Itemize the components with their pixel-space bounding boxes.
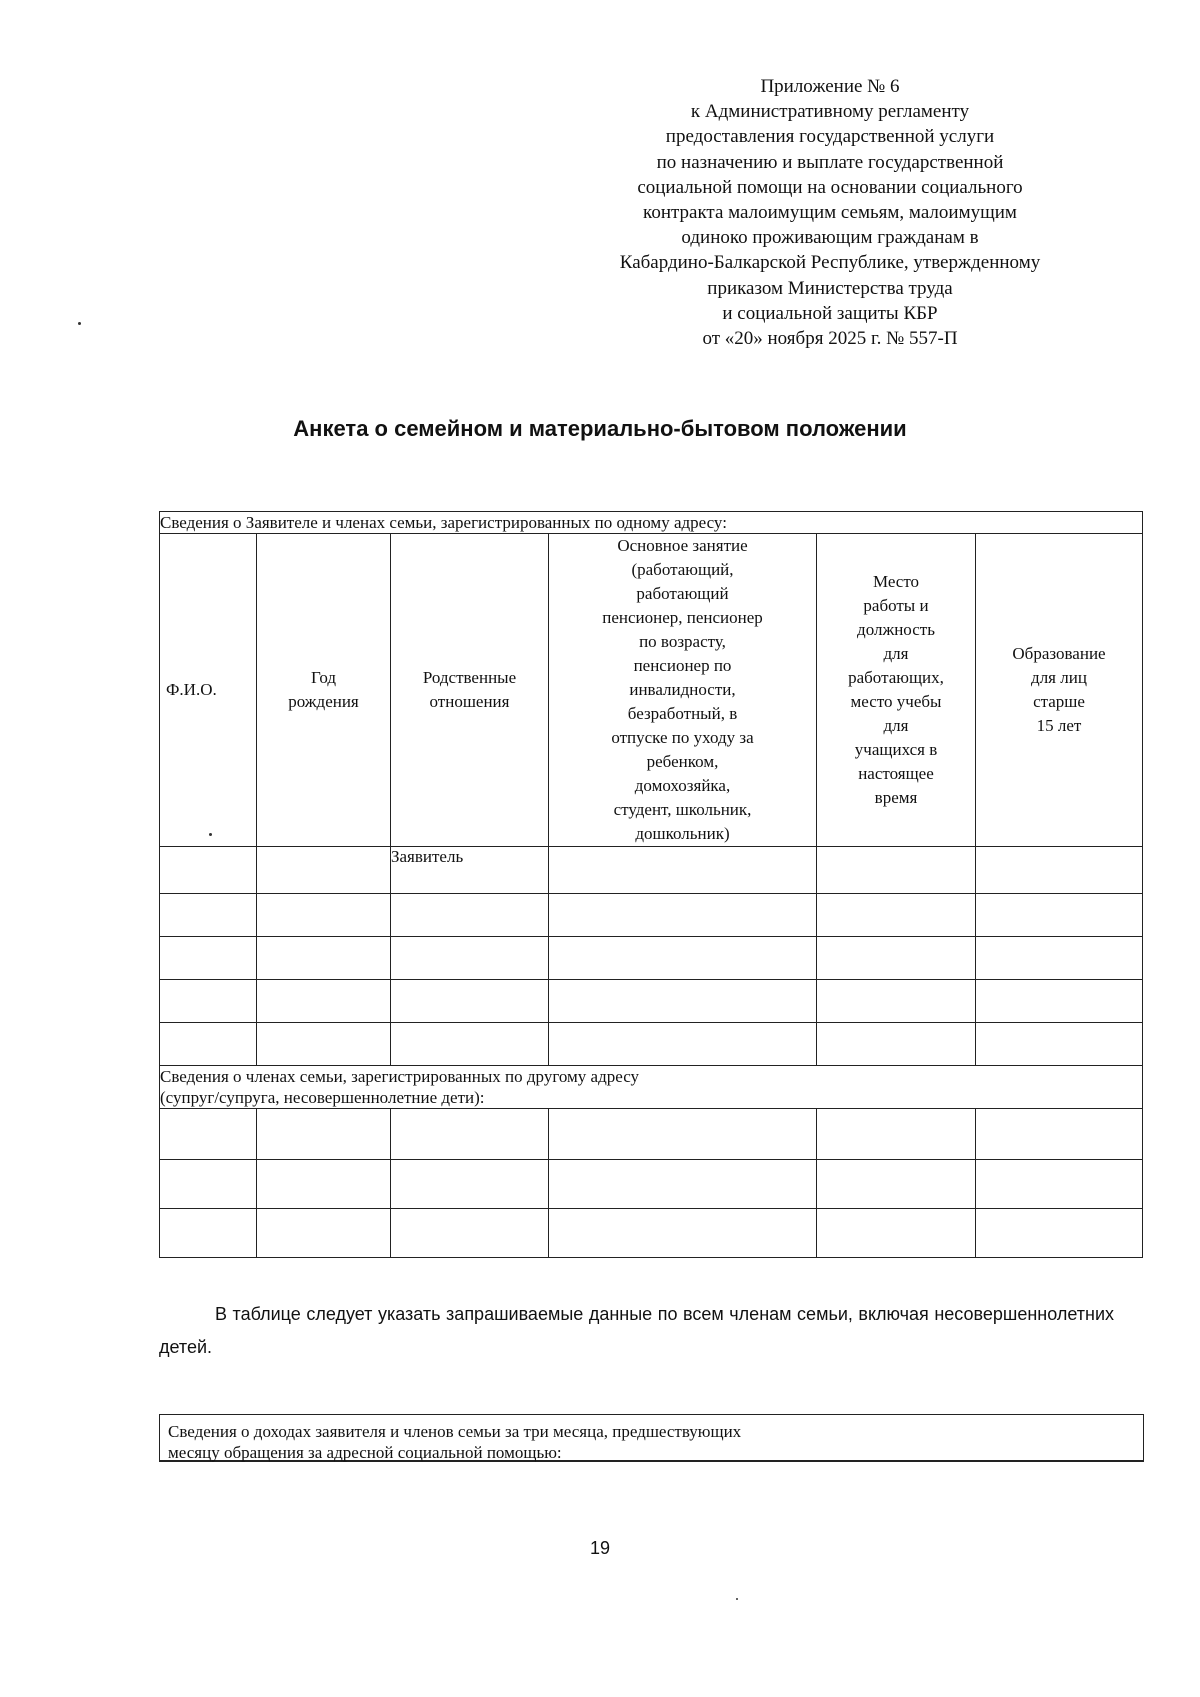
approval-line: предоставления государственной услуги [665,126,995,148]
applicant-label: Заявитель [391,847,549,894]
table-row [160,1160,1143,1209]
approval-line: от «20» ноября 2025 г. № 557-П [702,328,958,350]
header-line: инвалидности, [629,680,736,699]
table-cell[interactable] [391,1209,549,1258]
table-cell[interactable] [817,1109,976,1160]
table-cell[interactable] [160,1023,257,1066]
table-cell[interactable] [391,894,549,937]
table-cell[interactable] [817,1023,976,1066]
section-line: (супруг/супруга, несовершеннолетние дети): [160,1088,485,1107]
table-cell[interactable] [549,1209,817,1258]
table-cell[interactable] [257,980,391,1023]
form-title: Анкета о семейном и материально-бытовом положении [293,416,907,441]
table-cell[interactable] [976,894,1143,937]
header-line: пенсионер по [633,656,732,675]
table-cell[interactable] [257,894,391,937]
approval-line: одиноко проживающим гражданам в [681,227,979,249]
header-occupation [549,534,817,847]
table-cell[interactable] [976,1109,1143,1160]
header-line: отпуске по уходу за [611,728,754,747]
table-cell[interactable] [817,1209,976,1258]
table-row [160,1023,1143,1066]
header-line: место учебы [850,692,942,711]
scan-speck [736,1598,738,1600]
approval-line: Приложение № 6 [760,76,900,97]
table-cell[interactable] [257,1209,391,1258]
table-cell[interactable] [976,937,1143,980]
table-cell[interactable] [817,894,976,937]
table-cell[interactable] [549,1023,817,1066]
header-line: дошкольник) [635,824,730,843]
table-cell[interactable] [817,847,976,894]
header-line: Родственные [422,668,517,687]
section-same-address: Сведения о Заявителе и членах семьи, зарегистрированных по одному адресу: [160,512,1143,534]
table-cell[interactable] [976,1023,1143,1066]
table-cell[interactable] [160,1160,257,1209]
approval-line: и социальной защиты КБР [722,302,938,324]
header-birth-year [257,534,391,847]
table-cell[interactable] [160,937,257,980]
table-cell[interactable] [160,1209,257,1258]
table-cell[interactable] [976,1160,1143,1209]
table-cell[interactable] [817,1160,976,1209]
table-cell[interactable] [257,1109,391,1160]
table-row [160,1209,1143,1258]
header-education [976,534,1143,847]
table-cell[interactable] [257,1023,391,1066]
table-cell[interactable] [549,937,817,980]
table-cell[interactable] [976,847,1143,894]
header-line: работающий [636,584,729,603]
income-section [159,1414,1144,1462]
table-cell[interactable] [160,894,257,937]
header-fio: Ф.И.О. [160,534,257,847]
table-cell[interactable] [817,937,976,980]
instruction-note: В таблице следует указать запрашиваемые данные по всем членам семьи, включая несовершеннолетних детей. [159,1304,1114,1357]
header-line: ребенком, [646,752,719,771]
table-cell[interactable] [160,1109,257,1160]
table-cell[interactable] [391,1109,549,1160]
table-row [160,1109,1143,1160]
header-workplace [817,534,976,847]
table-cell[interactable] [817,980,976,1023]
table-row-applicant [160,847,1143,894]
header-line: работы и [863,596,929,615]
header-line: для [883,716,909,735]
header-line: домохозяйка, [634,776,731,795]
approval-line: Кабардино-Балкарской Республике, утвержденному [619,252,1041,274]
header-line: безработный, в [627,704,738,723]
table-cell[interactable] [976,980,1143,1023]
table-row [160,937,1143,980]
header-line: Основное занятие [617,536,748,555]
table-cell[interactable] [160,847,257,894]
header-line: старше [1033,692,1085,711]
table-cell[interactable] [160,980,257,1023]
header-line: Год [311,668,336,687]
table-header-row [160,534,1143,847]
approval-line: социальной помощи на основании социального [637,176,1023,198]
table-cell[interactable] [391,980,549,1023]
table-cell[interactable] [391,1023,549,1066]
approval-line: к Административному регламенту [690,101,970,123]
header-line: Образование [1012,644,1106,663]
table-row [160,894,1143,937]
table-cell[interactable] [549,1160,817,1209]
approval-line: приказом Министерства труда [707,277,953,299]
header-line: для лиц [1031,668,1087,687]
table-cell[interactable] [549,980,817,1023]
header-line: студент, школьник, [613,800,752,819]
approval-line: контракта малоимущим семьям, малоимущим [643,202,1017,224]
table-cell[interactable] [257,937,391,980]
family-table [159,511,1143,1258]
header-line: Место [872,572,920,591]
header-line: настоящее [858,764,934,783]
page-number: 19 [589,1538,611,1558]
income-line: месяцу обращения за адресной социальной помощью: [168,1443,562,1462]
header-line: (работающий, [631,560,734,579]
table-cell[interactable] [549,1109,817,1160]
table-cell[interactable] [391,1160,549,1209]
header-line: отношения [429,692,510,711]
header-line: по возрасту, [639,632,726,651]
header-line: время [874,788,918,807]
table-cell[interactable] [549,847,817,894]
income-line: Сведения о доходах заявителя и членов семьи за три месяца, предшествующих [168,1422,742,1441]
header-line: для [883,644,909,663]
approval-header [560,74,1100,351]
table-cell[interactable] [257,847,391,894]
header-line: рождения [288,692,359,711]
header-line: пенсионер, пенсионер [602,608,763,627]
section-other-address [160,1066,1143,1109]
header-line: должность [857,620,935,639]
table-cell[interactable] [257,1160,391,1209]
header-line: работающих, [848,668,944,687]
scan-speck [209,833,212,836]
header-line: учащихся в [854,740,938,759]
header-relation [391,534,549,847]
approval-line: по назначению и выплате государственной [656,151,1004,173]
table-cell[interactable] [549,894,817,937]
section-line: Сведения о членах семьи, зарегистрированных по другому адресу [160,1067,640,1086]
table-cell[interactable] [976,1209,1143,1258]
scan-speck [78,322,81,325]
table-cell[interactable] [391,937,549,980]
table-row [160,980,1143,1023]
header-line: 15 лет [1036,716,1082,735]
